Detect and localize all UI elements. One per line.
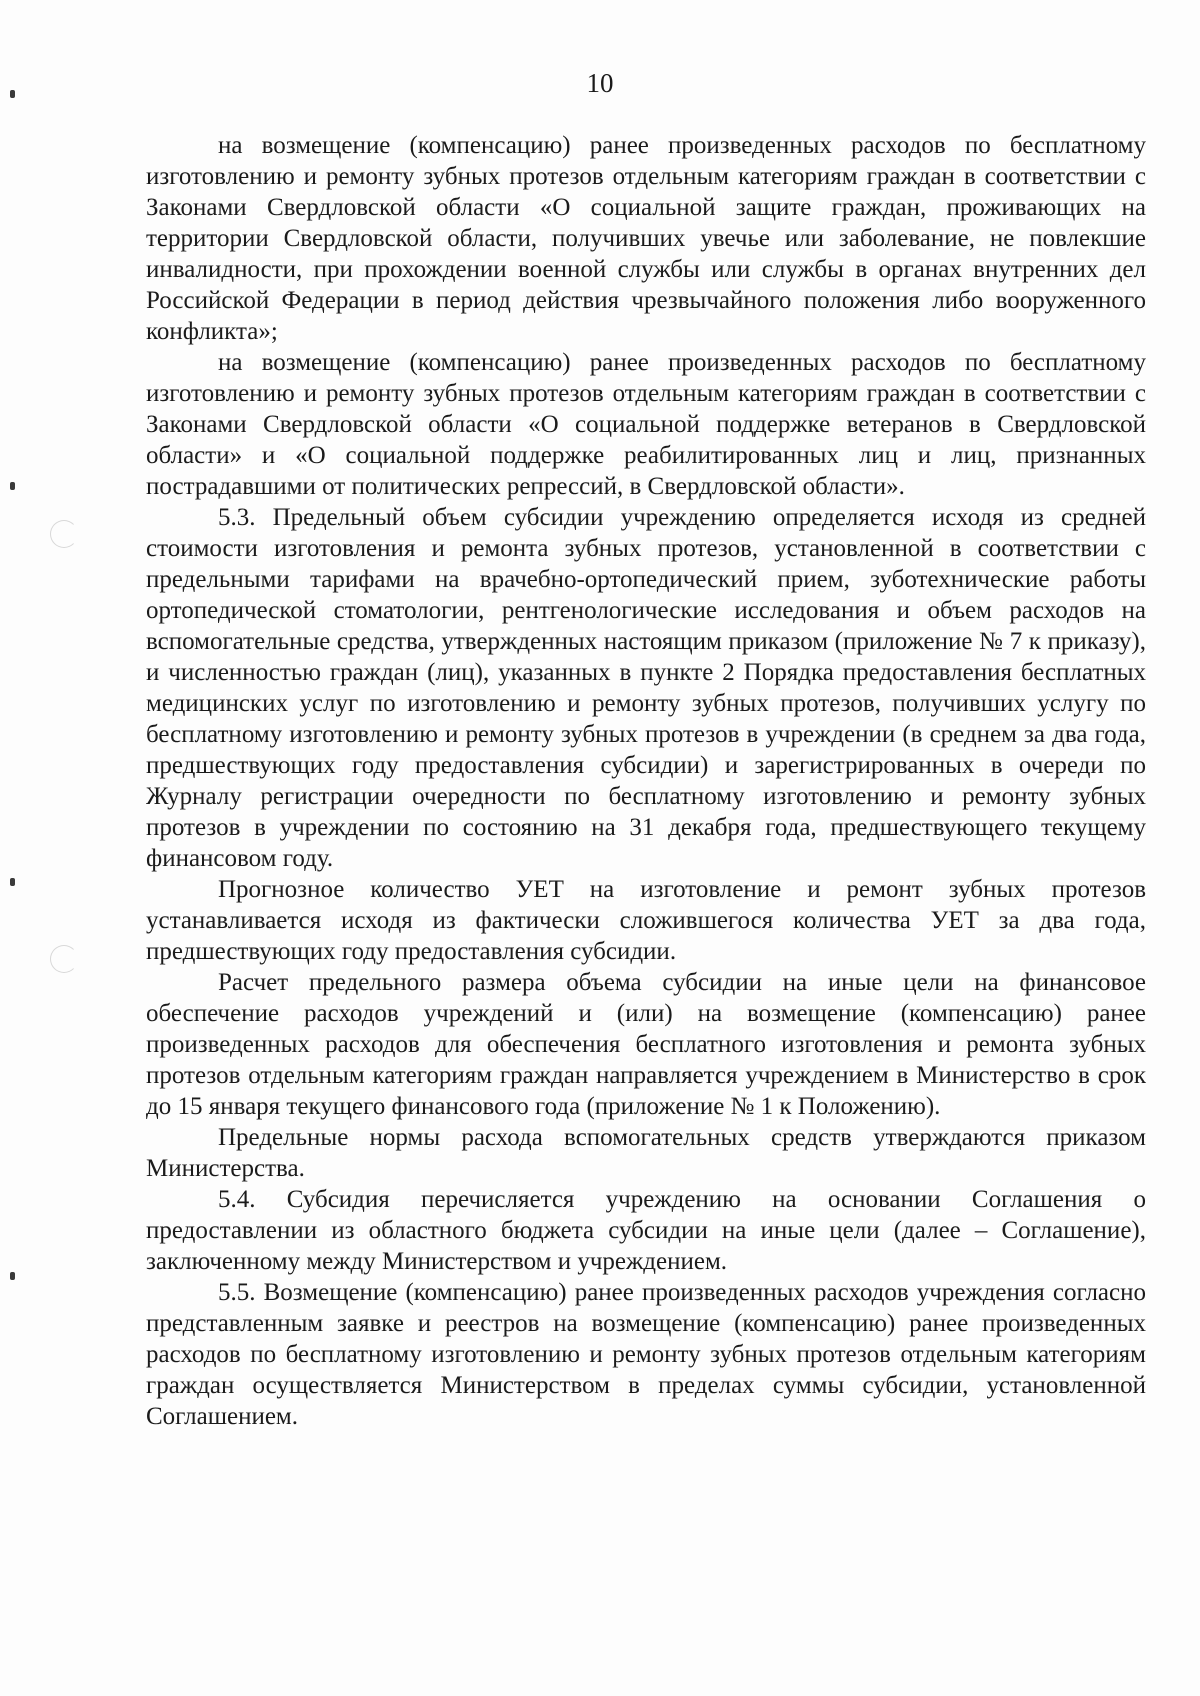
paragraph: Расчет предельного размера объема субсидии на иные цели на финансовое обеспечение расходов учреждений и (или) на возмещение (компенсацию) ранее произведенных расходов для обеспечения бесплатного изготовления и ремонта зубных протезов отдельным категориям граждан направляется учреждением в Министерство в срок до 15 января текущего финансового года (приложение № 1 к Положению).	[146, 969, 1146, 1120]
paragraph: на возмещение (компенсацию) ранее произведенных расходов по бесплатному изготовлению и ремонту зубных протезов отдельным категориям граждан в соответствии с Законами Свердловской области «О социальной поддержке ветеранов в Свердловской области» и «О социальной поддержке реабилитированных лиц и лиц, признанных пострадавшими от политических репрессий, в Свердловской области».	[146, 349, 1146, 500]
paragraph: на возмещение (компенсацию) ранее произведенных расходов по бесплатному изготовлению и ремонту зубных протезов отдельным категориям граждан в соответствии с Законами Свердловской области «О социальной защите граждан, проживающих на территории Свердловской области, получивших увечье или заболевание, не повлекшие инвалидности, при прохождении военной службы или службы в органах внутренних дел Российской Федерации в период действия чрезвычайного положения либо вооруженного конфликта»;	[146, 132, 1146, 345]
paragraph: Прогнозное количество УЕТ на изготовление и ремонт зубных протезов устанавливается исходя из фактически сложившегося количества УЕТ за два года, предшествующих году предоставления субсидии.	[146, 876, 1146, 965]
punch-hole-mark	[10, 482, 15, 490]
punch-hole-mark	[10, 1272, 15, 1280]
paragraph: 5.3. Предельный объем субсидии учреждению определяется исходя из средней стоимости изготовления и ремонта зубных протезов, установленной в соответствии с предельными тарифами на врачебно-ортопедический прием, зуботехнические работы ортопедической стоматологии, рентгенологические исследования и объем расходов на вспомогательные средства, утвержденных настоящим приказом (приложение № 7 к приказу), и численностью граждан (лиц), указанных в пункте 2 Порядка предоставления бесплатных медицинских услуг по изготовлению и ремонту зубных протезов, получивших услугу по бесплатному изготовлению и ремонту зубных протезов в учреждении (в среднем за два года, предшествующих году предоставления субсидии) и зарегистрированных в очереди по Журналу регистрации очередности по бесплатному изготовлению и ремонту зубных протезов в учреждении по состоянию на 31 декабря года, предшествующего текущему финансовом году.	[146, 504, 1146, 872]
paragraph: 5.4. Субсидия перечисляется учреждению на основании Соглашения о предоставлении из областного бюджета субсидии на иные цели (далее – Соглашение), заключенному между Министерством и учреждением.	[146, 1186, 1146, 1275]
scan-artifact	[50, 520, 78, 548]
paragraph: 5.5. Возмещение (компенсацию) ранее произведенных расходов учреждения согласно представленным заявке и реестров на возмещение (компенсацию) ранее произведенных расходов по бесплатному изготовлению и ремонту зубных протезов отдельным категориям граждан осуществляется Министерством в пределах суммы субсидии, установленной Соглашением.	[146, 1279, 1146, 1430]
punch-hole-mark	[10, 878, 15, 886]
page-number: 10	[586, 68, 614, 98]
paragraph: Предельные нормы расхода вспомогательных средств утверждаются приказом Министерства.	[146, 1124, 1146, 1182]
scan-artifact	[50, 945, 78, 973]
document-body	[146, 130, 1146, 1432]
